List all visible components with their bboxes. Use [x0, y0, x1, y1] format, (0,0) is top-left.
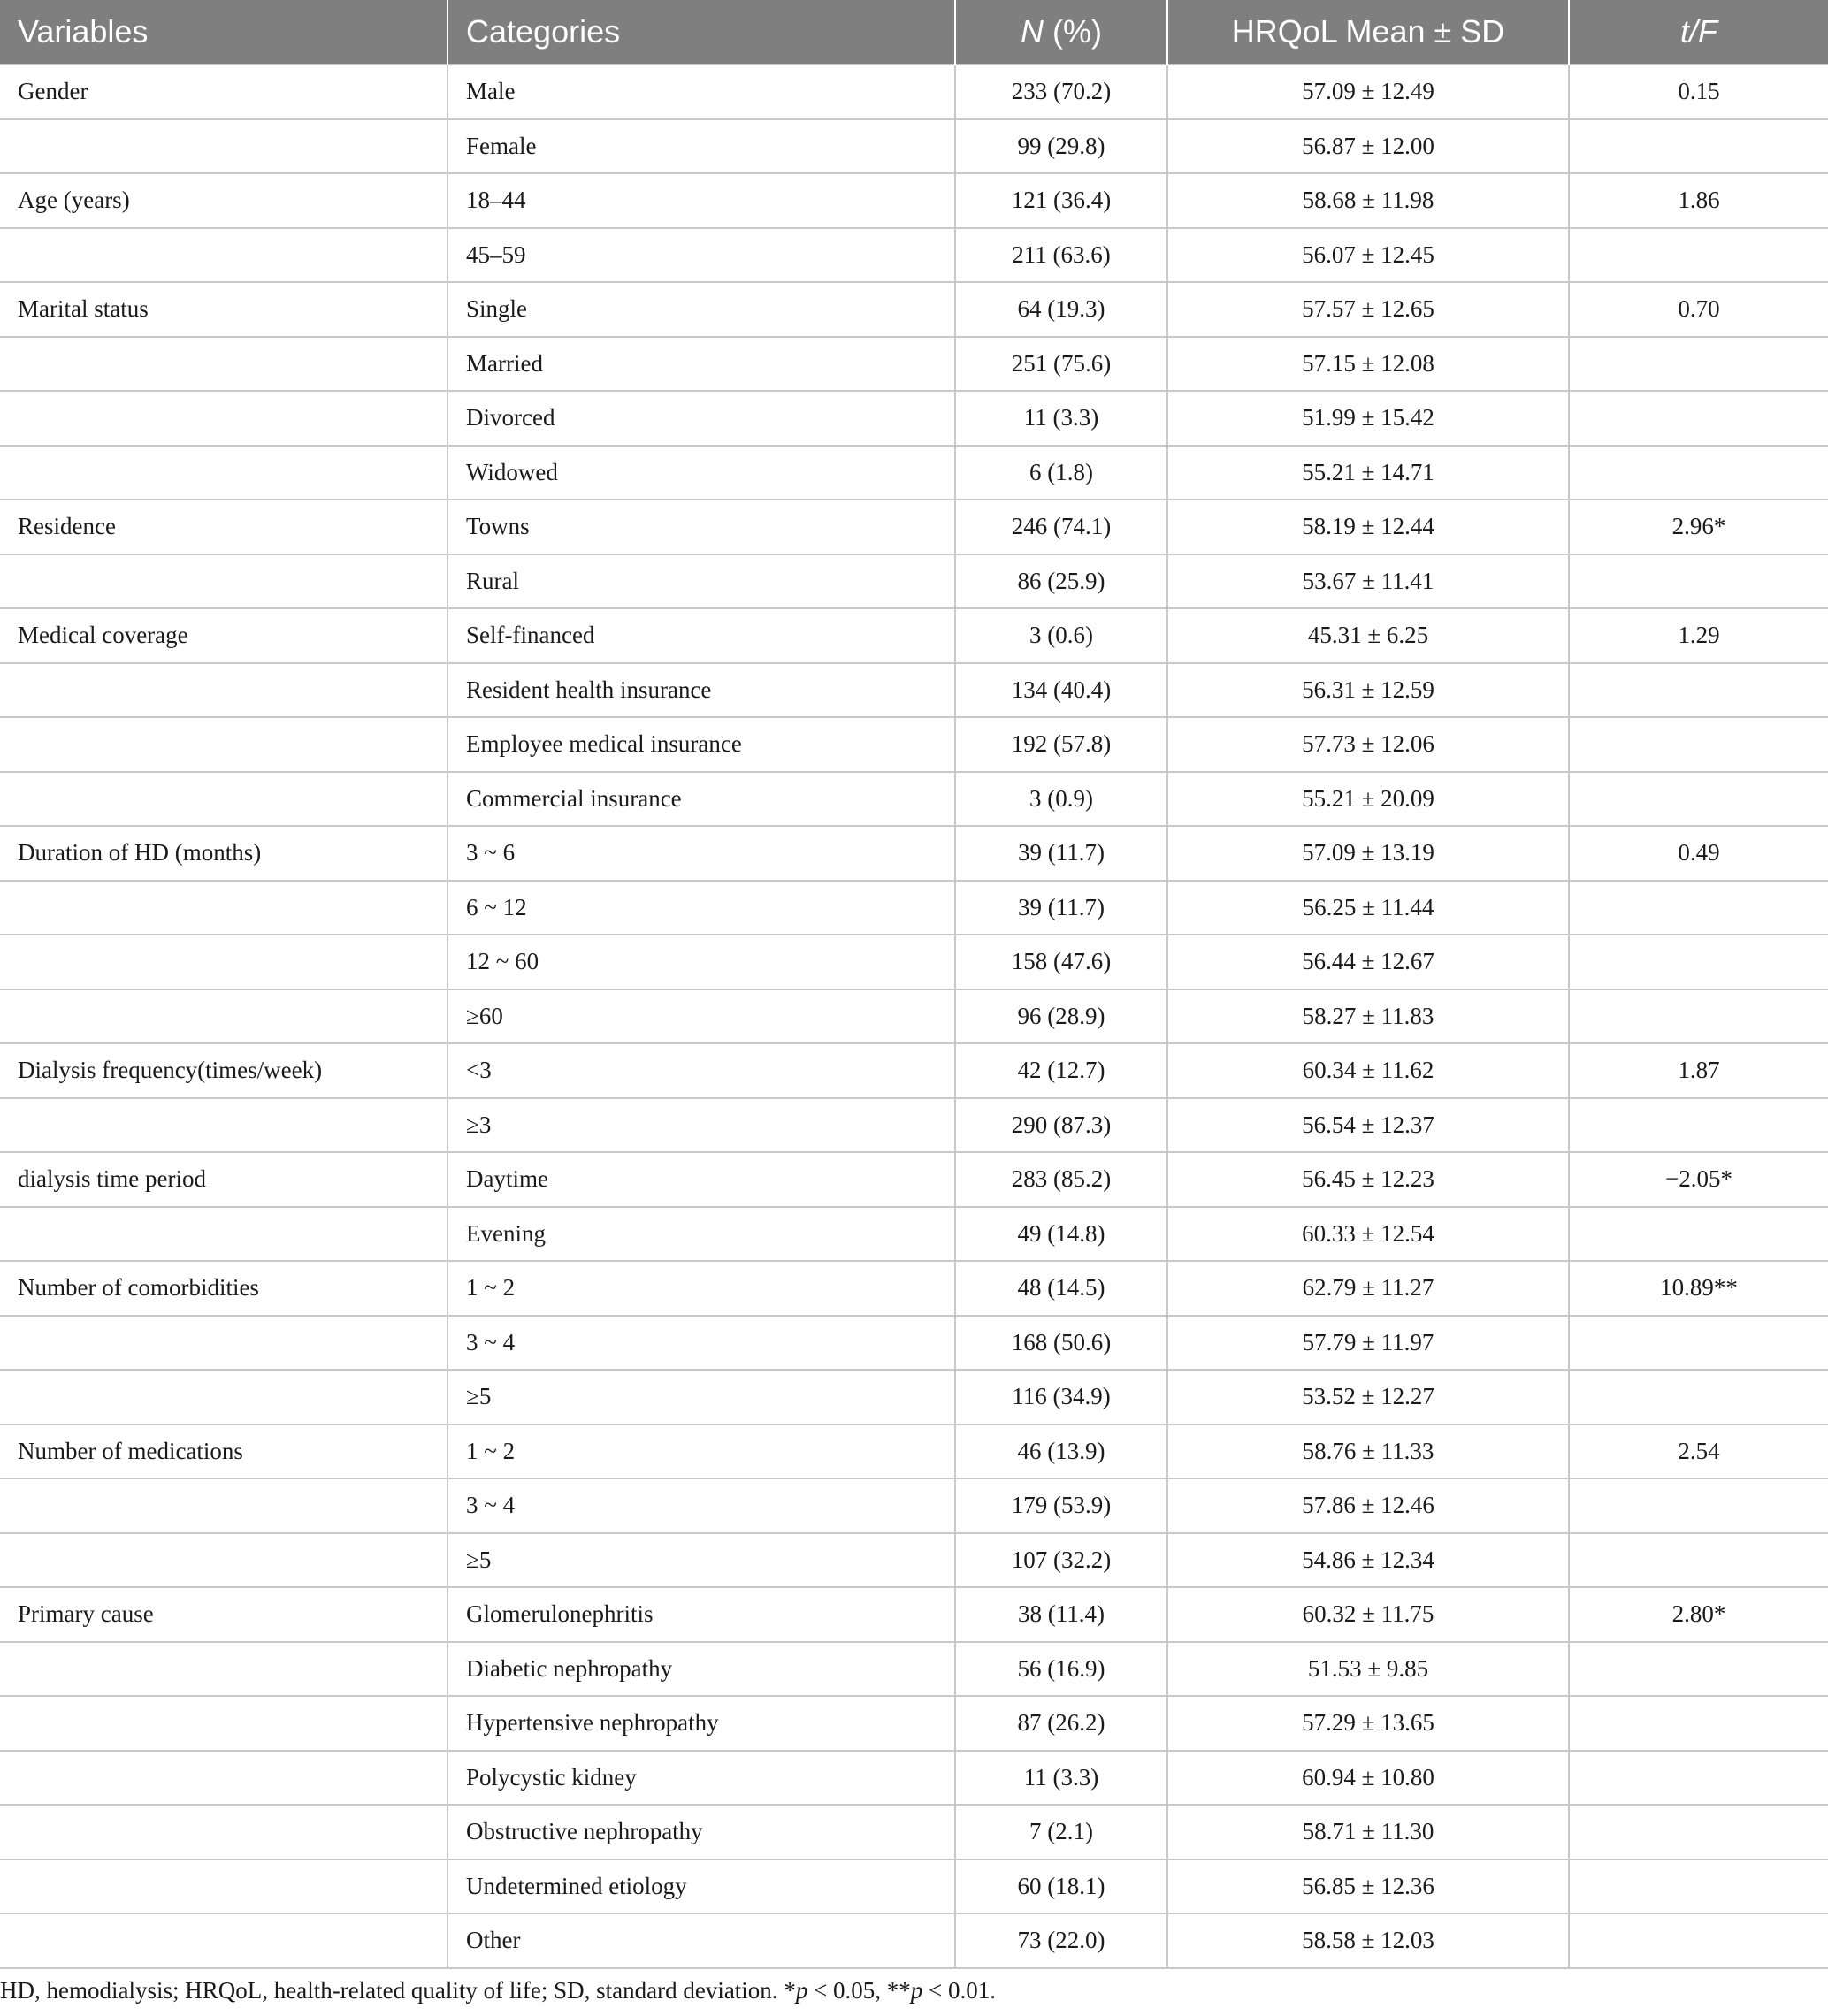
cell-variable — [0, 446, 447, 500]
cell-n-percent: 233 (70.2) — [955, 65, 1167, 119]
cell-variable — [0, 391, 447, 446]
cell-category: Married — [447, 337, 955, 392]
cell-variable — [0, 772, 447, 827]
cell-category: Polycystic kidney — [447, 1751, 955, 1806]
cell-t-f: 2.54 — [1569, 1424, 1828, 1479]
cell-n-percent: 38 (11.4) — [955, 1587, 1167, 1642]
cell-hrqol-mean-sd: 58.68 ± 11.98 — [1167, 173, 1569, 228]
cell-category: 12 ~ 60 — [447, 935, 955, 989]
cell-t-f: 0.49 — [1569, 826, 1828, 881]
cell-variable: Number of medications — [0, 1424, 447, 1479]
cell-t-f — [1569, 1533, 1828, 1588]
footnote-sig1-cond: < 0.05, — [807, 1977, 887, 2004]
header-tf-italic: t/F — [1680, 13, 1717, 50]
cell-t-f — [1569, 1696, 1828, 1751]
cell-variable — [0, 1805, 447, 1859]
header-n-italic: N — [1021, 13, 1044, 50]
footnote-sig2-star: ** — [886, 1977, 911, 2004]
cell-t-f — [1569, 717, 1828, 772]
cell-n-percent: 3 (0.9) — [955, 772, 1167, 827]
table-row — [0, 119, 1828, 174]
cell-variable — [0, 663, 447, 718]
cell-variable — [0, 1913, 447, 1968]
cell-category: Employee medical insurance — [447, 717, 955, 772]
cell-category: Female — [447, 119, 955, 174]
cell-t-f: 1.86 — [1569, 173, 1828, 228]
cell-n-percent: 73 (22.0) — [955, 1913, 1167, 1968]
table-row — [0, 1533, 1828, 1588]
cell-variable — [0, 717, 447, 772]
table-row — [0, 1424, 1828, 1479]
cell-n-percent: 86 (25.9) — [955, 554, 1167, 609]
cell-t-f: 2.80* — [1569, 1587, 1828, 1642]
cell-category: Single — [447, 282, 955, 337]
cell-n-percent: 168 (50.6) — [955, 1316, 1167, 1371]
cell-hrqol-mean-sd: 60.34 ± 11.62 — [1167, 1043, 1569, 1098]
table-row — [0, 391, 1828, 446]
cell-n-percent: 211 (63.6) — [955, 228, 1167, 283]
cell-t-f: 1.87 — [1569, 1043, 1828, 1098]
cell-t-f — [1569, 935, 1828, 989]
cell-n-percent: 39 (11.7) — [955, 881, 1167, 935]
cell-t-f — [1569, 1207, 1828, 1262]
cell-category: ≥5 — [447, 1533, 955, 1588]
cell-hrqol-mean-sd: 58.71 ± 11.30 — [1167, 1805, 1569, 1859]
table-header — [0, 0, 1828, 65]
cell-t-f: −2.05* — [1569, 1152, 1828, 1207]
cell-category: 3 ~ 4 — [447, 1478, 955, 1533]
cell-t-f: 0.70 — [1569, 282, 1828, 337]
cell-category: ≥5 — [447, 1370, 955, 1424]
cell-category: 6 ~ 12 — [447, 881, 955, 935]
cell-n-percent: 121 (36.4) — [955, 173, 1167, 228]
cell-variable — [0, 119, 447, 174]
cell-hrqol-mean-sd: 58.58 ± 12.03 — [1167, 1913, 1569, 1968]
cell-category: 1 ~ 2 — [447, 1261, 955, 1316]
table-row — [0, 500, 1828, 554]
table-row — [0, 935, 1828, 989]
header-n-rest: (%) — [1044, 13, 1102, 50]
table-row — [0, 1751, 1828, 1806]
cell-t-f: 2.96* — [1569, 500, 1828, 554]
table-row — [0, 1642, 1828, 1697]
cell-hrqol-mean-sd: 56.85 ± 12.36 — [1167, 1859, 1569, 1914]
cell-variable — [0, 337, 447, 392]
header-hrqol: HRQoL Mean ± SD — [1167, 0, 1569, 65]
cell-category: Undetermined etiology — [447, 1859, 955, 1914]
cell-category: Commercial insurance — [447, 772, 955, 827]
cell-variable: Residence — [0, 500, 447, 554]
cell-hrqol-mean-sd: 54.86 ± 12.34 — [1167, 1533, 1569, 1588]
cell-t-f — [1569, 1316, 1828, 1371]
header-categories: Categories — [447, 0, 955, 65]
cell-hrqol-mean-sd: 51.99 ± 15.42 — [1167, 391, 1569, 446]
cell-category: ≥60 — [447, 989, 955, 1044]
cell-variable — [0, 1859, 447, 1914]
table-row — [0, 989, 1828, 1044]
cell-hrqol-mean-sd: 60.94 ± 10.80 — [1167, 1751, 1569, 1806]
table-footnote — [0, 1977, 996, 2005]
cell-t-f — [1569, 772, 1828, 827]
cell-hrqol-mean-sd: 56.07 ± 12.45 — [1167, 228, 1569, 283]
table-row — [0, 881, 1828, 935]
cell-hrqol-mean-sd: 51.53 ± 9.85 — [1167, 1642, 1569, 1697]
cell-hrqol-mean-sd: 57.09 ± 12.49 — [1167, 65, 1569, 119]
cell-n-percent: 107 (32.2) — [955, 1533, 1167, 1588]
cell-variable: Duration of HD (months) — [0, 826, 447, 881]
cell-hrqol-mean-sd: 45.31 ± 6.25 — [1167, 608, 1569, 663]
cell-category: 45–59 — [447, 228, 955, 283]
table-row — [0, 1261, 1828, 1316]
cell-hrqol-mean-sd: 56.45 ± 12.23 — [1167, 1152, 1569, 1207]
cell-t-f — [1569, 228, 1828, 283]
cell-variable — [0, 935, 447, 989]
cell-n-percent: 46 (13.9) — [955, 1424, 1167, 1479]
cell-n-percent: 179 (53.9) — [955, 1478, 1167, 1533]
cell-category: Towns — [447, 500, 955, 554]
cell-t-f — [1569, 1098, 1828, 1153]
table-row — [0, 337, 1828, 392]
cell-n-percent: 3 (0.6) — [955, 608, 1167, 663]
footnote-sig1-star: * — [784, 1977, 796, 2004]
cell-variable: Dialysis frequency(times/week) — [0, 1043, 447, 1098]
cell-n-percent: 192 (57.8) — [955, 717, 1167, 772]
cell-category: 3 ~ 6 — [447, 826, 955, 881]
cell-variable: dialysis time period — [0, 1152, 447, 1207]
cell-n-percent: 11 (3.3) — [955, 1751, 1167, 1806]
cell-hrqol-mean-sd: 62.79 ± 11.27 — [1167, 1261, 1569, 1316]
cell-n-percent: 11 (3.3) — [955, 391, 1167, 446]
cell-n-percent: 7 (2.1) — [955, 1805, 1167, 1859]
cell-t-f — [1569, 554, 1828, 609]
cell-n-percent: 116 (34.9) — [955, 1370, 1167, 1424]
cell-hrqol-mean-sd: 55.21 ± 20.09 — [1167, 772, 1569, 827]
header-tf — [1569, 0, 1828, 65]
table-row — [0, 65, 1828, 119]
cell-n-percent: 158 (47.6) — [955, 935, 1167, 989]
footnote-sig2-p: p — [910, 1977, 923, 2004]
cell-category: Other — [447, 1913, 955, 1968]
cell-category: Resident health insurance — [447, 663, 955, 718]
cell-variable — [0, 1696, 447, 1751]
table-row — [0, 173, 1828, 228]
cell-variable: Number of comorbidities — [0, 1261, 447, 1316]
cell-t-f — [1569, 391, 1828, 446]
cell-hrqol-mean-sd: 57.15 ± 12.08 — [1167, 337, 1569, 392]
table-row — [0, 228, 1828, 283]
cell-variable — [0, 1478, 447, 1533]
cell-n-percent: 49 (14.8) — [955, 1207, 1167, 1262]
cell-hrqol-mean-sd: 55.21 ± 14.71 — [1167, 446, 1569, 500]
cell-t-f — [1569, 1478, 1828, 1533]
cell-n-percent: 6 (1.8) — [955, 446, 1167, 500]
cell-t-f — [1569, 337, 1828, 392]
cell-hrqol-mean-sd: 56.87 ± 12.00 — [1167, 119, 1569, 174]
table-row — [0, 1913, 1828, 1968]
cell-category: Widowed — [447, 446, 955, 500]
table-row — [0, 1098, 1828, 1153]
table-row — [0, 1370, 1828, 1424]
cell-variable: Age (years) — [0, 173, 447, 228]
footnote-abbreviations: HD, hemodialysis; HRQoL, health-related quality of life; SD, standard deviation. — [0, 1977, 784, 2004]
cell-hrqol-mean-sd: 58.76 ± 11.33 — [1167, 1424, 1569, 1479]
table-row — [0, 1696, 1828, 1751]
cell-hrqol-mean-sd: 57.73 ± 12.06 — [1167, 717, 1569, 772]
cell-variable: Medical coverage — [0, 608, 447, 663]
cell-t-f — [1569, 1370, 1828, 1424]
table-row — [0, 608, 1828, 663]
cell-t-f — [1569, 989, 1828, 1044]
table-row — [0, 1478, 1828, 1533]
cell-n-percent: 48 (14.5) — [955, 1261, 1167, 1316]
cell-hrqol-mean-sd: 57.86 ± 12.46 — [1167, 1478, 1569, 1533]
cell-t-f — [1569, 119, 1828, 174]
cell-t-f — [1569, 1859, 1828, 1914]
cell-hrqol-mean-sd: 56.44 ± 12.67 — [1167, 935, 1569, 989]
table-row — [0, 717, 1828, 772]
cell-category: Daytime — [447, 1152, 955, 1207]
header-n-percent — [955, 0, 1167, 65]
table-row — [0, 1805, 1828, 1859]
cell-hrqol-mean-sd: 60.32 ± 11.75 — [1167, 1587, 1569, 1642]
cell-n-percent: 246 (74.1) — [955, 500, 1167, 554]
cell-hrqol-mean-sd: 56.31 ± 12.59 — [1167, 663, 1569, 718]
cell-category: ≥3 — [447, 1098, 955, 1153]
cell-category: Diabetic nephropathy — [447, 1642, 955, 1697]
cell-hrqol-mean-sd: 57.79 ± 11.97 — [1167, 1316, 1569, 1371]
table-row — [0, 1587, 1828, 1642]
cell-variable — [0, 1533, 447, 1588]
cell-hrqol-mean-sd: 57.57 ± 12.65 — [1167, 282, 1569, 337]
cell-t-f — [1569, 1913, 1828, 1968]
table-row — [0, 282, 1828, 337]
cell-hrqol-mean-sd: 56.25 ± 11.44 — [1167, 881, 1569, 935]
cell-n-percent: 64 (19.3) — [955, 282, 1167, 337]
table-body — [0, 65, 1828, 1968]
cell-hrqol-mean-sd: 58.19 ± 12.44 — [1167, 500, 1569, 554]
cell-hrqol-mean-sd: 53.52 ± 12.27 — [1167, 1370, 1569, 1424]
table-row — [0, 1207, 1828, 1262]
cell-category: 3 ~ 4 — [447, 1316, 955, 1371]
footnote-sig1-p: p — [795, 1977, 808, 2004]
table-row — [0, 1152, 1828, 1207]
cell-hrqol-mean-sd: 60.33 ± 12.54 — [1167, 1207, 1569, 1262]
cell-category: Evening — [447, 1207, 955, 1262]
table-row — [0, 772, 1828, 827]
header-variables: Variables — [18, 13, 149, 50]
cell-n-percent: 290 (87.3) — [955, 1098, 1167, 1153]
cell-variable — [0, 228, 447, 283]
cell-n-percent: 60 (18.1) — [955, 1859, 1167, 1914]
cell-hrqol-mean-sd: 57.29 ± 13.65 — [1167, 1696, 1569, 1751]
cell-category: Divorced — [447, 391, 955, 446]
cell-t-f — [1569, 1805, 1828, 1859]
cell-hrqol-mean-sd: 56.54 ± 12.37 — [1167, 1098, 1569, 1153]
header-row — [0, 0, 1828, 65]
cell-category: Rural — [447, 554, 955, 609]
cell-category: 1 ~ 2 — [447, 1424, 955, 1479]
cell-variable — [0, 1751, 447, 1806]
cell-variable — [0, 1098, 447, 1153]
cell-n-percent: 283 (85.2) — [955, 1152, 1167, 1207]
table-row — [0, 1316, 1828, 1371]
cell-n-percent: 56 (16.9) — [955, 1642, 1167, 1697]
cell-category: Self-financed — [447, 608, 955, 663]
cell-variable: Marital status — [0, 282, 447, 337]
cell-t-f: 10.89** — [1569, 1261, 1828, 1316]
cell-hrqol-mean-sd: 58.27 ± 11.83 — [1167, 989, 1569, 1044]
cell-t-f: 0.15 — [1569, 65, 1828, 119]
cell-variable — [0, 989, 447, 1044]
cell-t-f — [1569, 1751, 1828, 1806]
table-row — [0, 663, 1828, 718]
cell-variable — [0, 1642, 447, 1697]
cell-n-percent: 39 (11.7) — [955, 826, 1167, 881]
table-row — [0, 1043, 1828, 1098]
cell-t-f: 1.29 — [1569, 608, 1828, 663]
cell-t-f — [1569, 881, 1828, 935]
cell-category: Male — [447, 65, 955, 119]
footnote-sig2-cond: < 0.01. — [922, 1977, 997, 2004]
table-row — [0, 826, 1828, 881]
cell-category: Glomerulonephritis — [447, 1587, 955, 1642]
cell-category: Hypertensive nephropathy — [447, 1696, 955, 1751]
cell-hrqol-mean-sd: 53.67 ± 11.41 — [1167, 554, 1569, 609]
table-row — [0, 446, 1828, 500]
cell-variable — [0, 881, 447, 935]
cell-n-percent: 251 (75.6) — [955, 337, 1167, 392]
cell-variable — [0, 1370, 447, 1424]
cell-category: Obstructive nephropathy — [447, 1805, 955, 1859]
cell-n-percent: 87 (26.2) — [955, 1696, 1167, 1751]
cell-hrqol-mean-sd: 57.09 ± 13.19 — [1167, 826, 1569, 881]
cell-variable — [0, 554, 447, 609]
cell-variable: Gender — [0, 65, 447, 119]
cell-variable — [0, 1207, 447, 1262]
cell-n-percent: 96 (28.9) — [955, 989, 1167, 1044]
cell-t-f — [1569, 446, 1828, 500]
cell-category: <3 — [447, 1043, 955, 1098]
cell-t-f — [1569, 663, 1828, 718]
cell-n-percent: 42 (12.7) — [955, 1043, 1167, 1098]
cell-variable: Primary cause — [0, 1587, 447, 1642]
table-row — [0, 1859, 1828, 1914]
cell-n-percent: 134 (40.4) — [955, 663, 1167, 718]
table-row — [0, 554, 1828, 609]
cell-n-percent: 99 (29.8) — [955, 119, 1167, 174]
cell-variable — [0, 1316, 447, 1371]
cell-t-f — [1569, 1642, 1828, 1697]
cell-category: 18–44 — [447, 173, 955, 228]
